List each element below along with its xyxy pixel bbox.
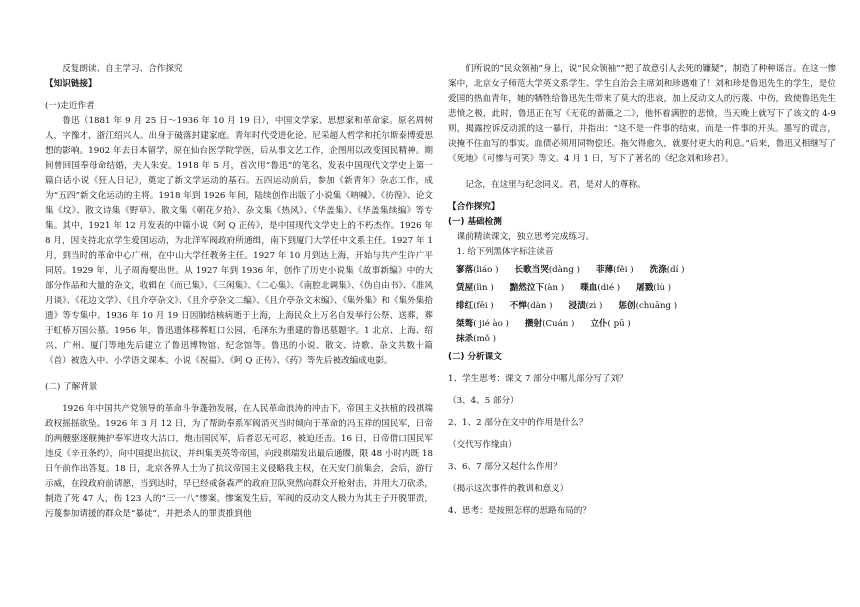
answer-3: （揭示这次事件的教训和意义） xyxy=(448,484,569,494)
vocab-row xyxy=(456,263,836,278)
vocab-row xyxy=(456,299,836,314)
vocab-item: 浸渍(zì ) xyxy=(568,301,603,311)
vocab-item: 喋血(dié ) xyxy=(580,283,621,293)
background-continuation-paragraph: 们所说的“民众领袖”身上，说“民众领袖”“把了故意引人去死的镰疑”，制造了种种谣言。在这一惨案中，北京女子师范大学英文系学生、学生自治会主席刘和珍遇难了！刘和珍是鲁迅先生的学生，是位爱国的热血青年，她的牺牲给鲁迅先生带来了莫大的悲哀，加上反动文人的污蔑、中伤，致使鲁迅先生悲愤之极，此时，鲁迅正在写《无花的蔷薇之二》，他怀着满腔的悲愤，当天晚上就写下了该文的 4-9 则，揭露控诉反动派的这一暴行，并指出：“这不是一件事的结束，而是一件事的开头。墨写的谎言，决掩不住血写的事实。血债必须用同物偿还。拖欠得愈久，就要付更大的利息。”后来，鲁迅又相继写了《死地》《可惨与可笑》等文。4 月 1 日，写下了著名的《纪念刘和珍君》。 xyxy=(448,64,836,164)
instruction-line: 课前精读课文，独立思考完成练习。 xyxy=(456,232,595,242)
right-column xyxy=(448,62,836,519)
question-3: 3、6、7 部分又起什么作用？ xyxy=(448,462,562,472)
vocab-item: 赁屋(lìn ) xyxy=(456,283,494,293)
vocab-item: 攒射(Cuán ) xyxy=(524,319,575,329)
section-heading-knowledge-link: 【知识链接】 xyxy=(45,79,97,89)
subsection-author-heading: (一)走近作者 xyxy=(45,101,95,111)
task-pinyin-heading: 1. 给下列黑体字标注读音 xyxy=(456,247,554,257)
vocab-row xyxy=(456,281,836,296)
vocab-item: 抹杀(mǒ ) xyxy=(456,334,496,344)
vocab-item: 长歌当哭(dàng ) xyxy=(514,265,580,275)
subsection-analysis-heading: (二) 分析课文 xyxy=(448,352,502,362)
vocab-item: 立仆( pū ) xyxy=(590,319,631,329)
author-paragraph: 鲁迅（1881 年 9 月 25 日～1936 年 10 月 19 日），中国文学家、思想家和革命家。原名周树人，字豫才，浙江绍兴人。出身于破落封建家庭。青年时代受进化论、尼采超人哲学和托尔斯泰博爱思想的影响。1902 年去日本留学，原在仙台医学院学医，后从事文艺工作，企图用以改变国民精神。期间曾回国奉母命结婚，夫人朱安。1918 年 5 月，首次用“鲁迅”的笔名，发表中国现代文学史上第一篇白话小说《狂人日记》，奠定了新文学运动的基石。五四运动前后，参加《新青年》杂志工作，成为“五四”新文化运动的主将。1918 年到 1926 年间，陆续创作出版了小说集《呐喊》、《彷徨》、论文集《坟》、散文诗集《野草》、散文集《朝花夕拾》、杂文集《热风》、《华盖集》、《华盖集续编》等专集。其中，1921 年 12 月发表的中篇小说《阿 Q 正传》，是中国现代文学史上的不朽杰作。1926 年 8 月，因支持北京学生爱国运动，为北洋军阀政府所通缉，南下到厦门大学任中文系主任。1927 年 1 月，到当时的革命中心广州，在中山大学任教务主任。1927 年 10 月到达上海，开始与共产生许广平同居。1929 年，儿子周海婴出世。从 1927 年到 1936 年，创作了历史小说集《故事新编》中的大部分作品和大量的杂文，收辑在《而已集》、《三闲集》、《二心集》、《南腔北调集》、《伪自由书》、《准风月谈》、《花边文学》、《且介亭杂文》、《且介亭杂文二编》、《且介亭杂文末编》、《集外集》和《集外集拾遗》等专集中。1936 年 10 月 19 日因肺结核病逝于上海，上海民众上万名自发举行公祭、送葬，葬于虹桥万国公墓。1956 年，鲁迅遗体移葬虹口公园，毛泽东为重建的鲁迅墓题字。1 北京、上海、绍兴、广州、厦门等地先后建立了鲁迅博物馆、纪念馆等。鲁迅的小说、散文、诗歌、杂文共数十篇（首）被选入中、小学语文课本。小说《祝福》、《阿 Q 正传》、《药》等先后被改编成电影。 xyxy=(45,116,433,366)
question-1: 1、学生思考：课文 7 部分中哪儿部分写了刘？ xyxy=(448,374,628,384)
vocab-item: 菲薄(fěi ) xyxy=(595,265,634,275)
answer-1: （3、4、5 部分） xyxy=(448,396,519,406)
vocab-item: 惩创(chuāng ) xyxy=(618,301,678,311)
vocab-list xyxy=(448,263,836,347)
vocab-item: 黯然泣下(àn ) xyxy=(509,283,565,293)
vocab-item: 寥落(liáo ) xyxy=(456,265,499,275)
answer-2: （交代写作缘由） xyxy=(448,440,517,450)
vocab-item: 桀骜( jié ào ) xyxy=(456,319,509,329)
vocab-row xyxy=(456,332,836,347)
left-column xyxy=(45,62,433,522)
subsection-background-heading: (二) 了解背景 xyxy=(45,382,98,392)
vocab-item: 不惮(dàn ) xyxy=(509,301,553,311)
vocab-item: 洗涤(dí ) xyxy=(649,265,685,275)
section-heading-cooperative-explore: 【合作探究】 xyxy=(448,202,500,212)
question-4: 4、思考：是按照怎样的思路布局的？ xyxy=(448,506,591,516)
vocab-item: 绯红(fēi ) xyxy=(456,301,494,311)
intro-line: 反复朗读、自主学习、合作探究 xyxy=(62,64,183,74)
question-2: 2、1、2 部分在文中的作用是什么？ xyxy=(448,418,588,428)
subsection-basic-test-heading: (一) 基础检测 xyxy=(448,217,502,227)
background-paragraph: 1926 年中国共产党领导的革命斗争蓬勃发展，在人民革命浪涛的冲击下，帝国主义扶植的段祺瑞政权摇摇欲坠。1926 年 3 月 12 日，为了帮助奉系军阀消灭当时倾向于革命的冯玉祥的国民军，日帝的两艘驱逐舰掩护奉军进攻大沽口，炮击国民军，后者忍无可忍，被迫还击。16 日，日帝借口国民军违反《辛丑条约》，向中国提出抗议，并纠集美英等帝国，向段祺瑞发出最后通牒，限 48 小时内既 18 日午前作出答复。18 日，北京各界人士为了抗议帝国主义侵略我主权，在天安门前集会，会后，游行示威，在段政府前请愿，当到达时，早已经戒备森严的政府卫队突然向群众开枪射击，并用大刀砍杀，制造了死 47 人，伤 123 人的“三·一八”惨案。惨案发生后，军阀的反动文人极力为其主子开脱罪责，污蔑参加请援的群众是“暴徒”，并把杀人的罪责推到他 xyxy=(45,404,433,519)
vocab-item: 屠戮(lù ) xyxy=(636,283,672,293)
vocab-row xyxy=(456,317,836,332)
memorial-note: 记念，在这里与纪念同义。君，是对人的尊称。 xyxy=(465,180,646,190)
